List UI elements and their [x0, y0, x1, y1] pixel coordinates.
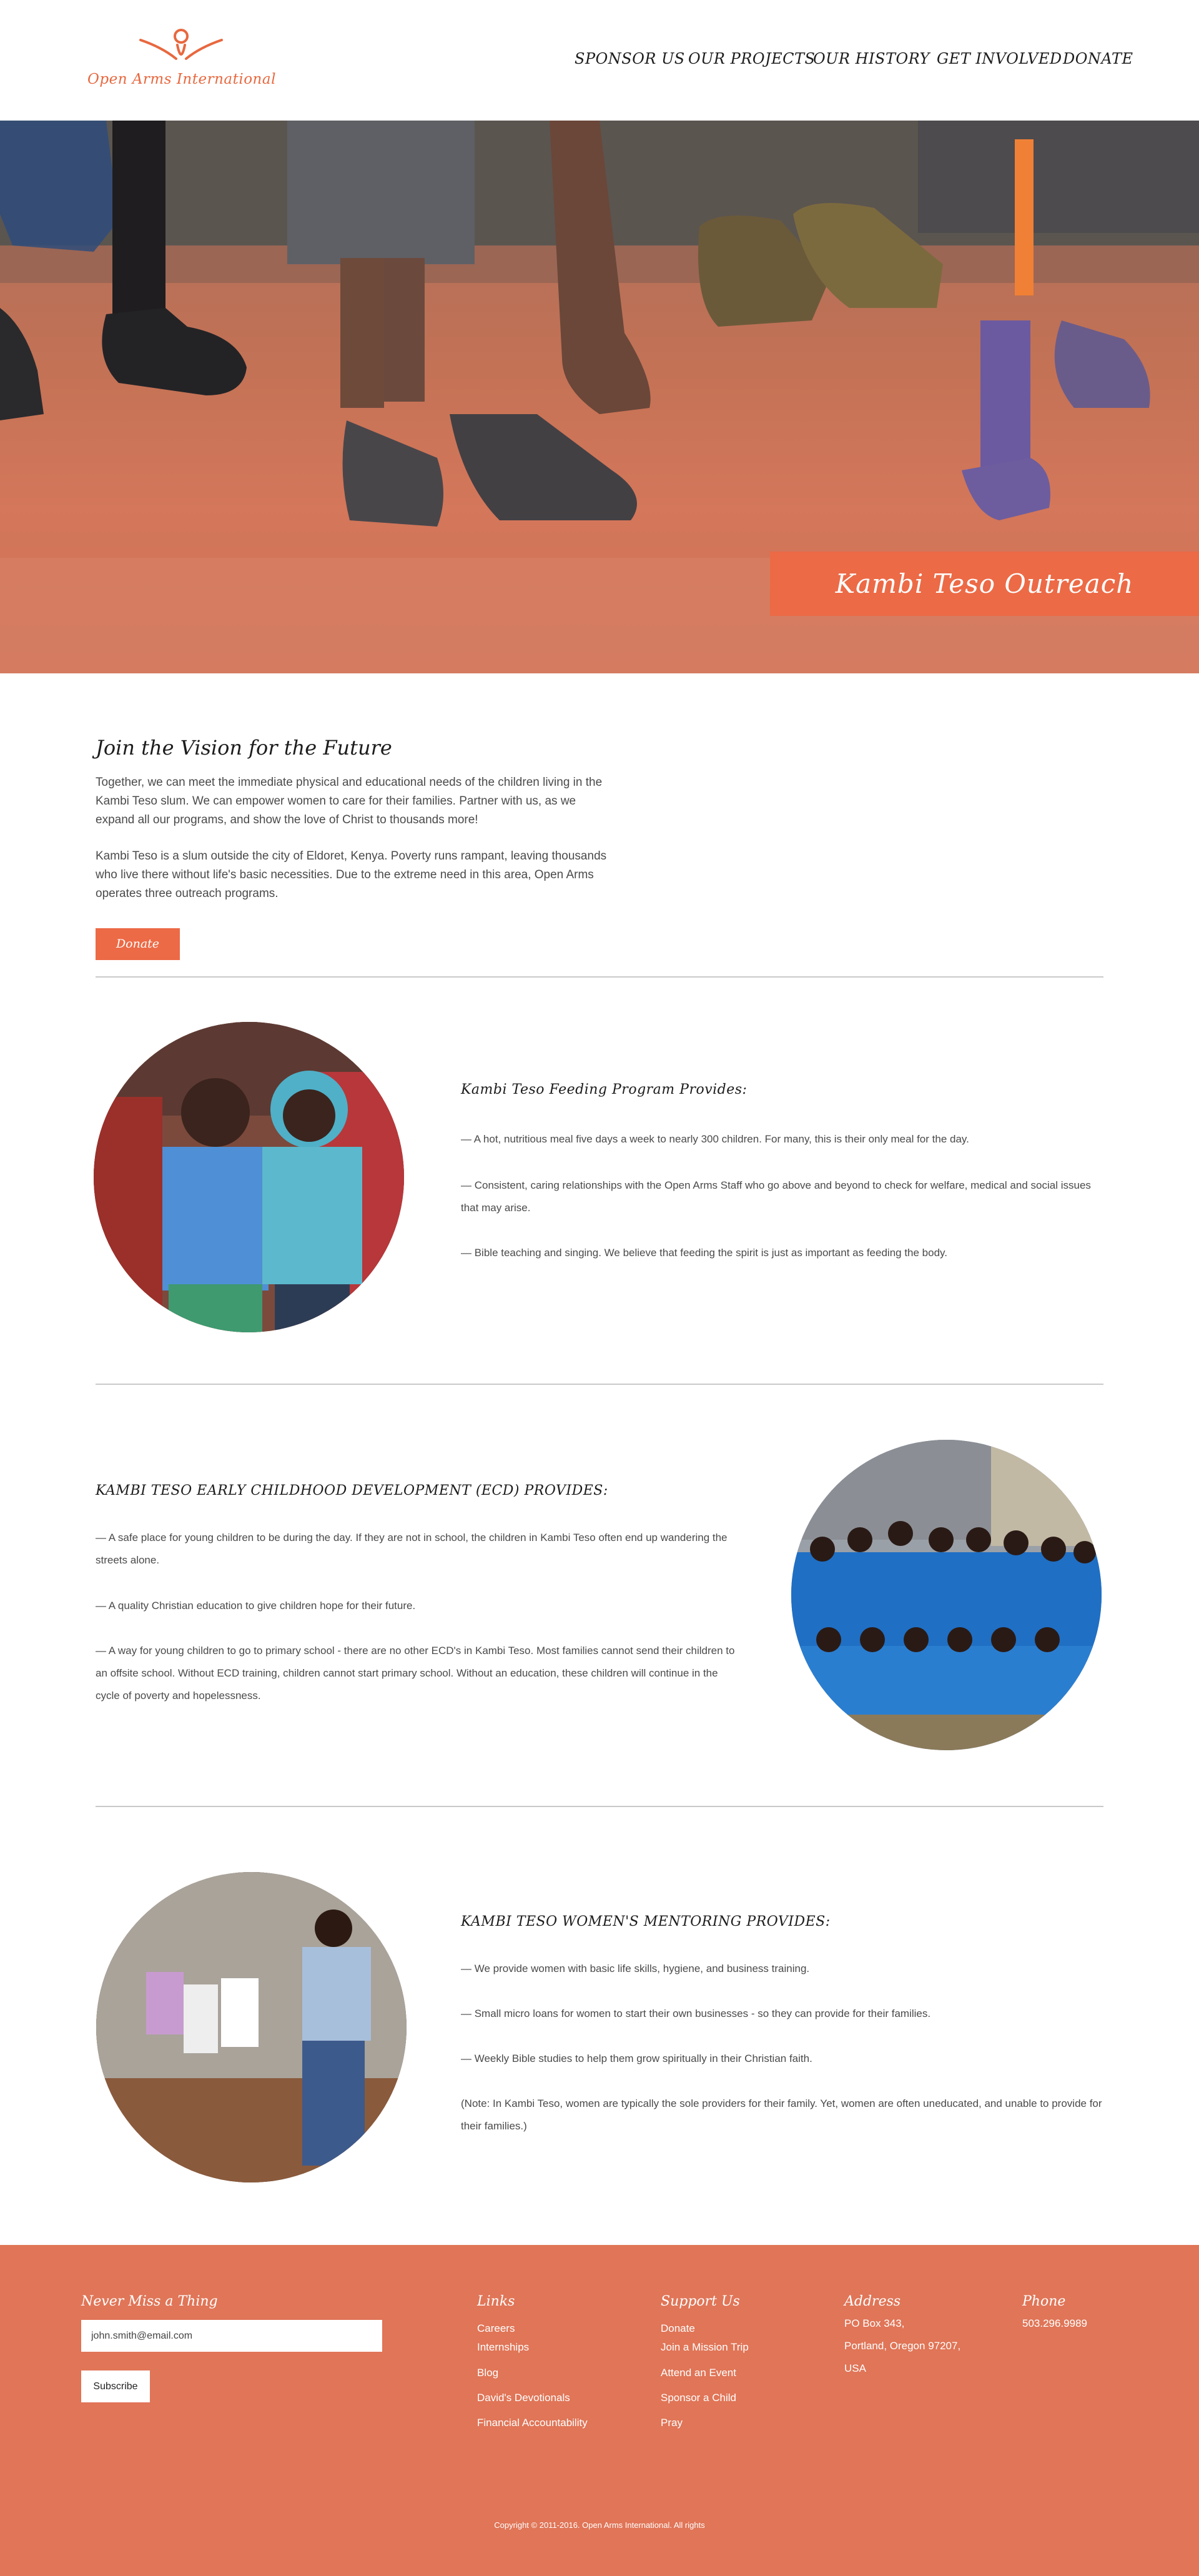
site-header [0, 0, 1199, 121]
nav-our-history[interactable]: OUR HISTORY [813, 50, 930, 67]
nav-our-projects[interactable]: OUR PROJECTS [688, 50, 816, 67]
footer-link-pray[interactable]: Pray [661, 2417, 683, 2429]
feeding-program-photo [94, 1022, 404, 1332]
intro-paragraph-2: Kambi Teso is a slum outside the city of Eldoret, Kenya. Poverty runs rampant, leaving thousands who live there without life's basic necessities. Due to the extreme need in this area, Open Arms operates three outreach programs. [96, 850, 607, 900]
address-line-3: USA [844, 2362, 866, 2374]
section-divider [96, 1806, 1103, 1807]
phone-title: Phone [1022, 2294, 1066, 2309]
feeding-bullet-2: — Consistent, caring relationships with the Open Arms Staff who go above and beyond to check for welfare, medical and social issues that may arise. [461, 1179, 1091, 1214]
women-bullet-2: — Small micro loans for women to start their own businesses - so they can provide for their families. [461, 2008, 931, 2019]
footer-link-donate[interactable]: Donate [661, 2322, 695, 2334]
nav-get-involved[interactable]: GET INVOLVED [937, 50, 1062, 67]
open-arms-logo-icon [137, 22, 225, 67]
praying-children-image [94, 1022, 404, 1332]
copyright-text: Copyright © 2011-2016. Open Arms International. All rights [494, 2520, 705, 2530]
intro-title: Join the Vision for the Future [96, 736, 392, 760]
links-title: Links [477, 2294, 515, 2309]
site-footer [0, 2245, 1199, 2576]
hero-title: Kambi Teso Outreach [835, 568, 1134, 599]
logo[interactable] [87, 22, 275, 91]
intro-section [96, 736, 614, 921]
section-divider [96, 976, 1103, 978]
intro-paragraph-1: Together, we can meet the immediate physical and educational needs of the children living in the Kambi Teso slum. We can empower women to care for their families. Partner with us, as we expand all our programs, and show the love of Christ to thousands more! [96, 776, 603, 826]
women-bullet-3: — Weekly Bible studies to help them grow spiritually in their Christian faith. [461, 2053, 812, 2064]
footer-link-event[interactable]: Attend an Event [661, 2367, 736, 2379]
support-title: Support Us [661, 2294, 740, 2309]
women-mentoring-title: KAMBI TESO WOMEN'S MENTORING PROVIDES: [461, 1914, 831, 1930]
hero-title-banner [770, 552, 1199, 616]
hero-banner-section [0, 121, 1199, 673]
phone-number[interactable]: 503.296.9989 [1022, 2317, 1087, 2329]
logo-text: Open Arms International [87, 71, 276, 87]
donate-button[interactable]: Donate [96, 928, 180, 960]
footer-link-sponsor[interactable]: Sponsor a Child [661, 2392, 736, 2404]
women-mentoring-photo [96, 1872, 407, 2182]
newsletter-email-field[interactable] [81, 2320, 382, 2352]
ecd-bullet-3: — A way for young children to go to primary school - there are no other ECD's in Kambi Teso. Most families cannot send their children to an offsite school. Without ECD training, children cannot start primary school. Without an education, these children will continue in the cycle of poverty and hopelessness. [96, 1645, 735, 1702]
address-line-1: PO Box 343, [844, 2317, 905, 2329]
uniformed-children-image [791, 1440, 1102, 1750]
ecd-photo [791, 1440, 1102, 1750]
women-note: (Note: In Kambi Teso, women are typically the sole providers for their family. Yet, women are often uneducated, and unable to provide for their families.) [461, 2098, 1102, 2132]
footer-link-internships[interactable]: Internships [477, 2341, 530, 2353]
women-bullet-1: — We provide women with basic life skills, hygiene, and business training. [461, 1963, 810, 1974]
address-line-2: Portland, Oregon 97207, [844, 2340, 961, 2352]
footer-link-blog[interactable]: Blog [477, 2367, 499, 2379]
nav-sponsor-us[interactable]: SPONSOR US [575, 50, 685, 67]
feeding-program-title: Kambi Teso Feeding Program Provides: [461, 1082, 748, 1097]
address-title: Address [844, 2294, 901, 2309]
section-divider [96, 1384, 1103, 1385]
subscribe-button[interactable]: Subscribe [81, 2370, 150, 2402]
footer-link-financial[interactable]: Financial Accountability [477, 2417, 588, 2429]
ecd-title: KAMBI TESO EARLY CHILDHOOD DEVELOPMENT (ECD) PROVIDES: [96, 1483, 608, 1499]
ecd-bullet-2: — A quality Christian education to give children hope for their future. [96, 1600, 416, 1612]
women-mentoring-image [96, 1872, 407, 2182]
footer-link-careers[interactable]: Careers [477, 2322, 515, 2334]
nav-donate[interactable]: DONATE [1063, 50, 1133, 67]
footer-link-mission-trip[interactable]: Join a Mission Trip [661, 2341, 749, 2353]
newsletter-title: Never Miss a Thing [81, 2294, 218, 2309]
footer-link-devotionals[interactable]: David's Devotionals [477, 2392, 570, 2404]
feeding-bullet-3: — Bible teaching and singing. We believe that feeding the spirit is just as important as feeding the body. [461, 1247, 948, 1259]
feeding-bullet-1: — A hot, nutritious meal five days a week to nearly 300 children. For many, this is their only meal for the day. [461, 1133, 969, 1145]
ecd-bullet-1: — A safe place for young children to be during the day. If they are not in school, the children in Kambi Teso often end up wandering the streets alone. [96, 1532, 728, 1566]
